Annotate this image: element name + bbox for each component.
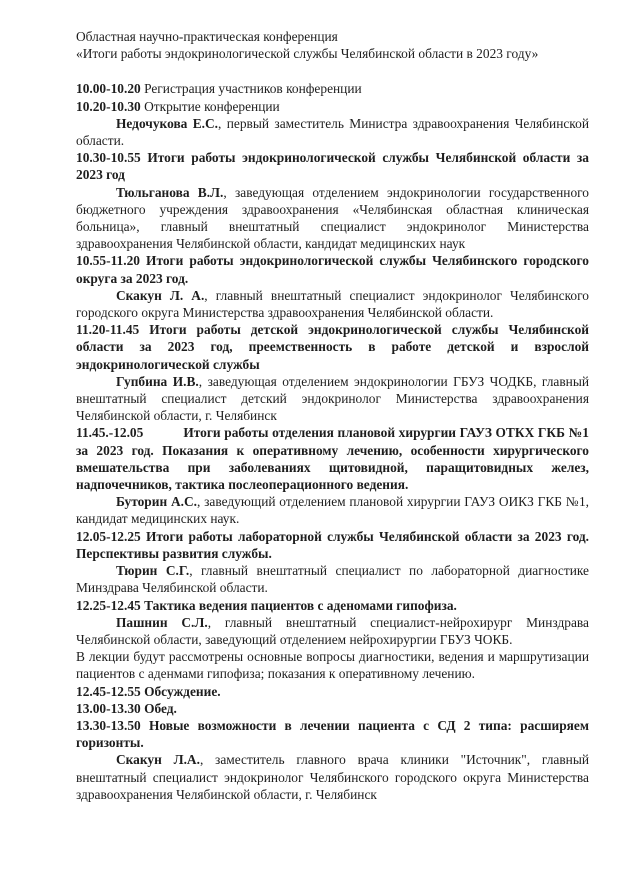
agenda-item-heading [76,597,589,614]
speaker-name: Скакун Л.А. [116,752,200,768]
lecture-note: В лекции будут рассмотрены основные вопросы диагностики, ведения и маршрутизации пациентов с аденмами гипофиза; показания к оперативному лечению. [76,649,589,682]
speaker-description: , заведующая отделением эндокринологии ГБУЗ ЧОДКБ, главный внештатный специалист детский эндокринолог Министерства здравоохранения Челябинской области, г. Челябинск [76,373,589,424]
conference-header [76,28,589,62]
speaker-entry [76,184,589,253]
speaker-description: , главный внештатный специалист по лабораторной диагностике Минздрава Челябинской области. [76,563,589,596]
speaker-entry [76,751,589,803]
speaker-name: Тюльганова В.Л. [116,184,224,200]
speaker-name: Пашнин С.Л. [116,614,208,630]
speaker-name: Скакун Л. А. [116,287,205,303]
agenda-heading-text: 11.20-11.45 Итоги работы детской эндокринологической службы Челябинской области за 2023 год, преемственность в работе детской и взрослой эндокринологической службы [76,322,589,372]
speaker-description: , заведующая отделением эндокринологии государственного бюджетного учреждения здравоохранения «Челябинская областная клиническая больница», главный внештатный специалист эндокринолог Министерства здравоохранения Челябинской области, кандидат медицинских наук [76,184,589,252]
speaker-entry [76,287,589,321]
speaker-name: Недочукова Е.С. [116,115,219,131]
speaker-name: Гупбина И.В. [116,373,199,389]
speaker-description: , заведующий отделением плановой хирургии ГАУЗ ОИКЗ ГКБ №1, кандидат медицинских наук. [76,494,589,527]
agenda-heading-text: 10.55-11.20 Итоги работы эндокринологической службы Челябинского городского округа за 2023 год. [76,253,589,286]
speaker-entry [76,614,589,648]
agenda-heading-text: 13.00-13.30 Обед. [76,700,177,716]
speaker-name: Тюрин С.Г. [116,563,190,579]
speaker-description: , заместитель главного врача клиники "Источник", главный внештатный специалист эндокринолог Челябинского городского округа Министерства здравоохранения Челябинской области, г. Челябинск [76,752,589,802]
agenda-item-heading [76,149,589,183]
agenda-text: Открытие конференции [140,98,280,114]
speaker-description: , первый заместитель Министра здравоохранения Челябинской области. [76,115,589,149]
conference-subtitle: «Итоги работы эндокринологической службы Челябинской области в 2023 году» [76,46,539,62]
speaker-entry [76,493,589,527]
agenda-item-heading [76,528,589,562]
agenda-heading-text: 12.05-12.25 Итоги работы лабораторной службы Челябинской области за 2023 год. Перспективы развития службы. [76,528,589,561]
speaker-description: , главный внештатный специалист эндокринолог Челябинского городского округа Министерства здравоохранения Челябинской области. [76,287,589,321]
agenda-item-heading [76,717,589,751]
speaker-entry [76,373,589,425]
agenda-item-heading [76,683,589,700]
agenda-time: 10.20-10.30 [76,98,141,114]
agenda-time: 10.00-10.20 [76,81,141,97]
agenda-text: Регистрация участников конференции [140,81,362,97]
agenda-item-opening [76,98,589,115]
agenda-heading-text: Итоги работы отделения плановой хирургии ГАУЗ ОТКХ ГКБ №1 за 2023 год. Показания к оперативному лечению, особенности хирургического вмешательства при заболеваниях щитовидной, паращитовидных желез, надпочечников, тактика послеоперационного ведения. [76,425,589,493]
agenda-item-heading [76,252,589,286]
speaker-description: , главный внештатный специалист-нейрохирург Минздрава Челябинской области, заведующий отделением нейрохирургии ГБУЗ ЧОКБ. [76,614,589,647]
speaker-name: Буторин А.С. [116,494,197,510]
agenda-item-heading [76,700,589,717]
agenda-item-heading [76,424,589,493]
conference-title: Областная научно-практическая конференция [76,29,338,44]
agenda-heading-text: 12.25-12.45 Тактика ведения пациентов с аденомами гипофиза. [76,597,457,613]
agenda-heading-text: 13.30-13.50 Новые возможности в лечении пациента с СД 2 типа: расширяем горизонты. [76,717,589,751]
agenda-item-heading [76,321,589,373]
agenda-item-registration [76,80,589,97]
speaker-entry [76,562,589,596]
agenda-heading-text: 10.30-10.55 Итоги работы эндокринологической службы Челябинской области за 2023 год [76,150,589,183]
agenda-heading-text: 12.45-12.55 Обсуждение. [76,683,221,699]
agenda-time: 11.45.-12.05 [76,425,144,441]
speaker-entry [76,115,589,149]
